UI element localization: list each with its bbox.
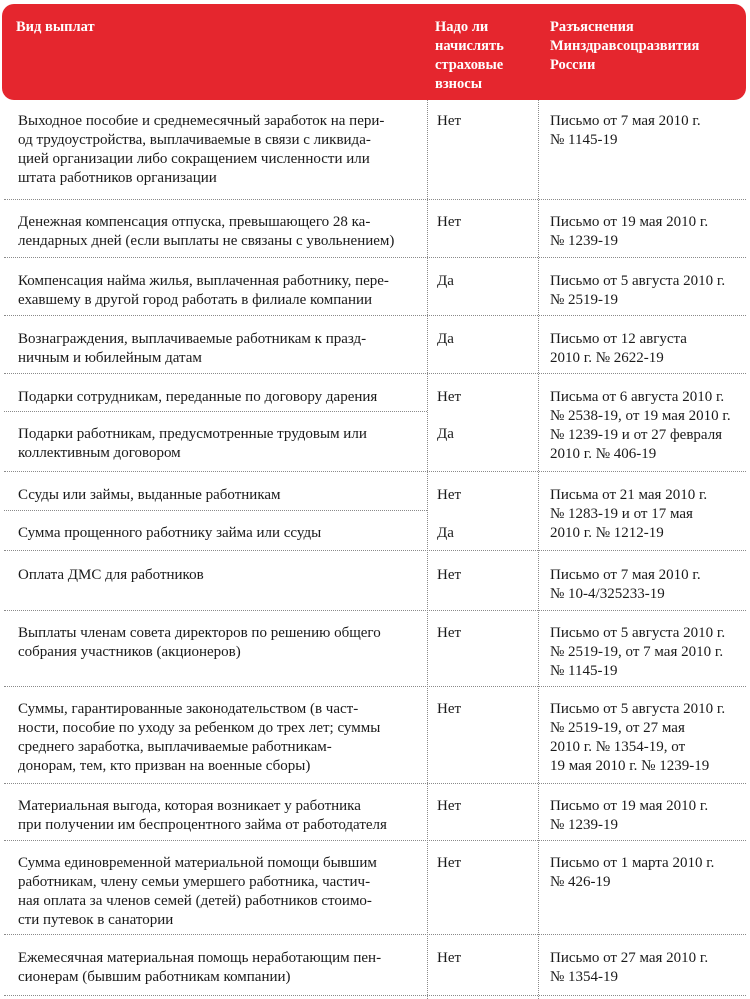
cell-line: Материальная выгода, которая возникает у работника (18, 798, 361, 814)
cell-line: 2010 г. № 1354-19, от (550, 739, 686, 755)
cell-line: № 426-19 (550, 874, 611, 890)
row-divider (4, 783, 746, 784)
cell-line: № 1354-19 (550, 969, 619, 985)
payment-type-cell (18, 330, 366, 368)
cell-line: Ссуды или займы, выданные работникам (18, 487, 281, 503)
row-divider (4, 257, 746, 258)
ministry-letter-cell (550, 854, 714, 892)
cell-line: сти путевок в санатории (18, 912, 174, 928)
cell-line: ности, пособие по уходу за ребенком до трех лет; суммы (18, 720, 381, 736)
contribution-answer-cell: Да (437, 273, 454, 289)
payment-type-cell (18, 388, 377, 407)
contribution-answer-cell: Да (437, 426, 454, 442)
cell-line: Компенсация найма жилья, выплаченная работнику, пере- (18, 273, 389, 289)
payment-type-cell (18, 700, 380, 776)
cell-line: Письмо от 7 мая 2010 г. (550, 113, 701, 129)
cell-line: № 2519-19, от 7 мая 2010 г. (550, 644, 724, 660)
contribution-answer-cell: Нет (437, 625, 462, 641)
cell-line: Денежная компенсация отпуска, превышающего 28 ка- (18, 214, 371, 230)
ministry-letter-cell (550, 949, 708, 987)
cell-line: Сумма единовременной материальной помощи бывшим (18, 855, 377, 871)
contribution-answer-cell: Нет (437, 214, 462, 230)
cell-line: штата работников организации (18, 170, 217, 186)
cell-line: донорам, тем, кто призван на военные сборы) (18, 758, 311, 774)
cell-line: сионерам (бывшим работникам компании) (18, 969, 291, 985)
cell-line: при получении им беспроцентного займа от работодателя (18, 817, 387, 833)
ministry-letter-cell (550, 213, 708, 251)
ministry-letter-cell (550, 272, 725, 310)
cell-line: ничным и юбилейным датам (18, 350, 202, 366)
row-divider (4, 411, 427, 412)
cell-line: № 2538-19, от 19 мая 2010 г. (550, 408, 731, 424)
row-divider (4, 610, 746, 611)
payment-type-cell (18, 566, 204, 585)
ministry-letter-cell (550, 566, 701, 604)
payment-type-cell (18, 524, 321, 543)
cell-line: Письмо от 12 августа (550, 331, 687, 347)
header-payment-type: Вид выплат (16, 19, 95, 35)
cell-line: Письмо от 5 августа 2010 г. (550, 701, 726, 717)
cell-line: Письмо от 27 мая 2010 г. (550, 950, 709, 966)
cell-line: № 2519-19 (550, 292, 619, 308)
cell-line: ехавшему в другой город работать в филиале компании (18, 292, 373, 308)
payment-type-cell (18, 213, 394, 251)
row-divider (4, 315, 746, 316)
row-divider (4, 373, 746, 374)
cell-line: 2010 г. № 2622-19 (550, 350, 664, 366)
cell-line: Письмо от 19 мая 2010 г. (550, 798, 709, 814)
cell-line: Ежемесячная материальная помощь неработающим пен- (18, 950, 382, 966)
payment-type-cell (18, 425, 367, 463)
cell-line: № 1239-19 (550, 817, 619, 833)
ministry-letter-cell (550, 797, 708, 835)
cell-line: № 2519-19, от 27 мая (550, 720, 685, 736)
header-ministry-explanations: Разъяснения Минздравсоцразвития России (550, 19, 700, 73)
cell-line: среднего заработка, выплачиваемые работникам- (18, 739, 332, 755)
cell-line: ная оплата за членов семей (детей) работников стоимо- (18, 893, 372, 909)
cell-line: Письмо от 7 мая 2010 г. (550, 567, 701, 583)
cell-line: Оплата ДМС для работников (18, 567, 204, 583)
row-divider (4, 510, 427, 511)
row-divider (4, 686, 746, 687)
cell-line: № 10-4/325233-19 (550, 586, 665, 602)
cell-line: № 1283-19 и от 17 мая (550, 506, 693, 522)
cell-line: од трудоустройства, выплачиваемые в связи с ликвида- (18, 132, 371, 148)
ministry-letter-cell (550, 330, 687, 368)
cell-line: Письмо от 5 августа 2010 г. (550, 625, 726, 641)
cell-line: Суммы, гарантированные законодательством (в част- (18, 701, 359, 717)
cell-line: 2010 г. № 1212-19 (550, 525, 664, 541)
cell-line: Подарки работникам, предусмотренные трудовым или (18, 426, 367, 442)
cell-line: Письма от 6 августа 2010 г. (550, 389, 725, 405)
payment-type-cell (18, 486, 281, 505)
ministry-letter-cell (550, 112, 701, 150)
cell-line: работникам, члену семьи умершего работника, частич- (18, 874, 371, 890)
ministry-letter-cell (550, 624, 725, 681)
cell-line: Выходное пособие и среднемесячный заработок на пери- (18, 113, 385, 129)
cell-line: Сумма прощенного работнику займа или ссуды (18, 525, 322, 541)
cell-line: 2010 г. № 406-19 (550, 446, 657, 462)
cell-line: коллективным договором (18, 445, 181, 461)
contribution-answer-cell: Нет (437, 701, 462, 717)
cell-line: Письмо от 1 марта 2010 г. (550, 855, 715, 871)
cell-line: Выплаты членам совета директоров по решению общего (18, 625, 381, 641)
contribution-answer-cell: Да (437, 525, 454, 541)
payment-type-cell (18, 854, 377, 930)
cell-line: № 1145-19 (550, 132, 618, 148)
cell-line: Письмо от 19 мая 2010 г. (550, 214, 709, 230)
header-contributions: Надо ли начислять страховые взносы (435, 19, 504, 92)
cell-line: Письма от 21 мая 2010 г. (550, 487, 708, 503)
cell-line: № 1239-19 (550, 233, 619, 249)
cell-line: Подарки сотрудникам, переданные по договору дарения (18, 389, 378, 405)
cell-line: № 1145-19 (550, 663, 618, 679)
contribution-answer-cell: Нет (437, 950, 462, 966)
payment-type-cell (18, 112, 384, 188)
payment-type-cell (18, 949, 381, 987)
cell-line: Письмо от 5 августа 2010 г. (550, 273, 726, 289)
ministry-letter-cell (550, 486, 707, 543)
contribution-answer-cell: Нет (437, 855, 462, 871)
payment-type-cell (18, 797, 387, 835)
row-divider (4, 199, 746, 200)
row-divider (4, 840, 746, 841)
cell-line: 19 мая 2010 г. № 1239-19 (550, 758, 710, 774)
cell-line: № 1239-19 и от 27 февраля (550, 427, 723, 443)
contribution-answer-cell: Нет (437, 567, 462, 583)
payment-type-cell (18, 272, 389, 310)
row-divider (4, 934, 746, 935)
contribution-answer-cell: Нет (437, 389, 462, 405)
row-divider (4, 471, 746, 472)
ministry-letter-cell (550, 700, 725, 776)
contribution-answer-cell: Нет (437, 798, 462, 814)
cell-line: собрания участников (акционеров) (18, 644, 241, 660)
row-divider (4, 550, 746, 551)
row-divider (4, 995, 746, 996)
cell-line: Вознаграждения, выплачиваемые работникам к празд- (18, 331, 367, 347)
payment-type-cell (18, 624, 381, 662)
contribution-answer-cell: Да (437, 331, 454, 347)
contribution-answer-cell: Нет (437, 487, 462, 503)
contribution-answer-cell: Нет (437, 113, 462, 129)
cell-line: лендарных дней (если выплаты не связаны с увольнением) (18, 233, 395, 249)
cell-line: цией организации либо сокращением численности или (18, 151, 370, 167)
table-header (2, 4, 746, 100)
ministry-letter-cell (550, 388, 731, 464)
